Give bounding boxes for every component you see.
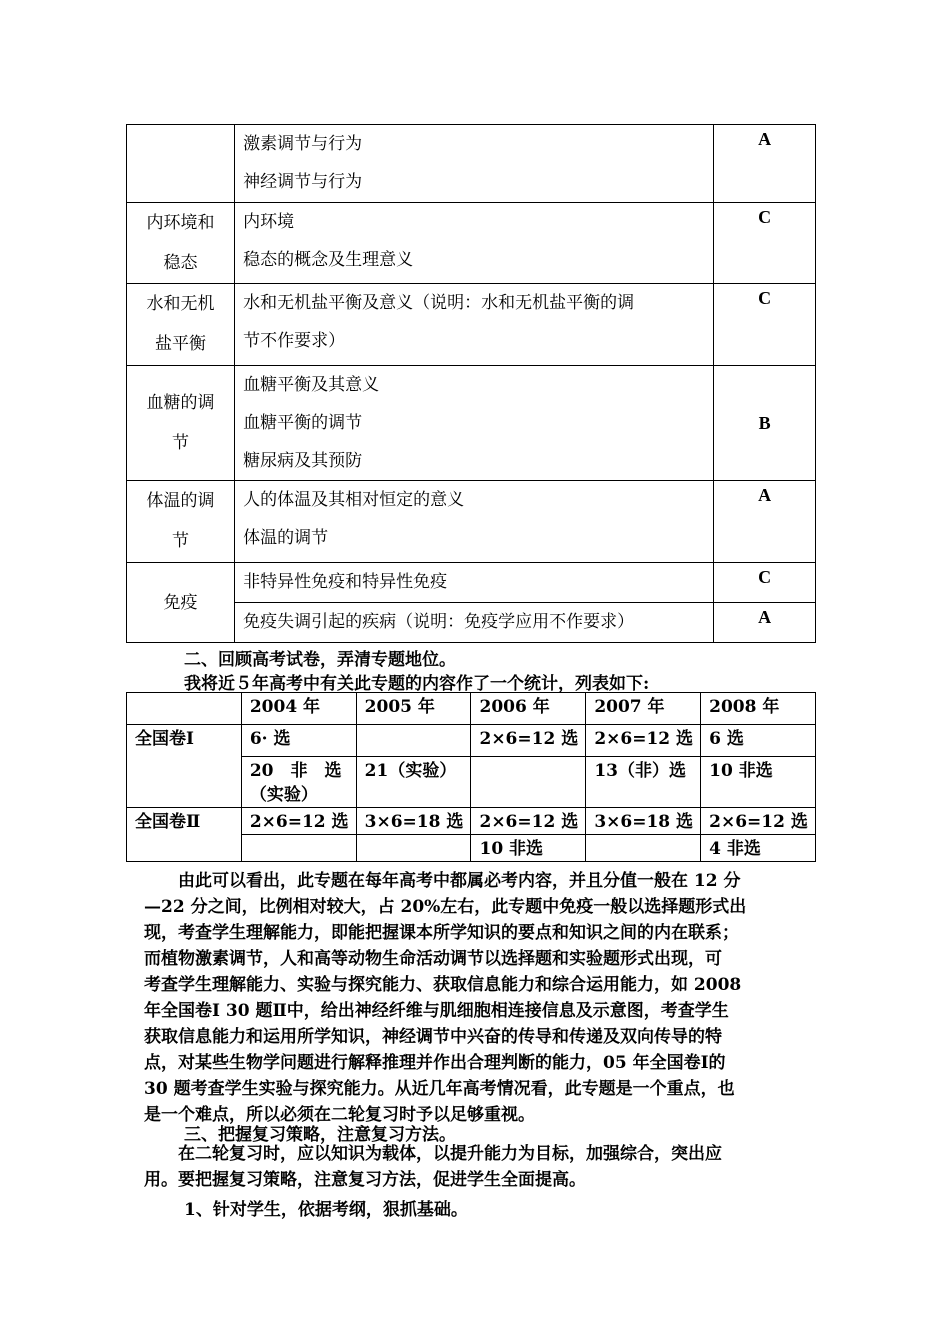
topic-line: 免疫 — [163, 592, 198, 613]
content-line: 糖尿病及其预防 — [243, 451, 363, 471]
table-cell — [356, 725, 471, 757]
topic-cell — [127, 481, 235, 563]
table-cell: 10 非选 — [471, 835, 586, 862]
content-line: 激素调节与行为 — [243, 134, 363, 154]
paragraph-line: 点，对某些生物学问题进行解释推理并作出合理判断的能力，05 年全国卷Ⅰ的 — [144, 1053, 726, 1073]
list-item: 1、针对学生，依据考纲，狠抓基础。 — [184, 1200, 468, 1220]
content-cell — [235, 563, 714, 603]
section-intro: 我将近５年高考中有关此专题的内容作了一个统计，列表如下: — [184, 674, 650, 694]
section-heading: 三、把握复习策略，注意复习方法。 — [184, 1125, 456, 1145]
paragraph-line: 在二轮复习时，应以知识为载体，以提升能力为目标，加强综合，突出应 — [144, 1144, 722, 1164]
paragraph-line: 考查学生理解能力、实验与探究能力、获取信息能力和综合运用能力，如 2008 — [144, 975, 742, 995]
row-label: 全国卷Ⅰ — [127, 725, 242, 808]
grade-cell: A — [714, 603, 816, 643]
content-cell — [235, 125, 714, 203]
paragraph-line: 由此可以看出，此专题在每年高考中都属必考内容，并且分值一般在 12 分 — [144, 871, 741, 891]
paragraph-line: 用。要把握复习策略，注意复习方法，促进学生全面提高。 — [144, 1170, 586, 1190]
topic-line: 血糖的调 — [146, 393, 215, 413]
content-line: 神经调节与行为 — [243, 172, 363, 192]
table-row — [127, 725, 816, 757]
table-row — [127, 808, 816, 835]
table-cell — [471, 757, 586, 808]
grade-cell: C — [714, 284, 816, 366]
topic-line: 节 — [172, 433, 190, 453]
table-cell: 2×6=12 选 — [471, 808, 586, 835]
topic-line: 稳态 — [163, 253, 198, 273]
grade-cell: A — [714, 481, 816, 563]
paragraph-line: 获取信息能力和运用所学知识，神经调节中兴奋的传导和传递及双向传导的特 — [144, 1027, 722, 1047]
paragraph-line: 而植物激素调节，人和高等动物生命活动调节以选择题和实验题形式出现，可 — [144, 949, 722, 969]
table-row — [127, 693, 816, 725]
table-row — [127, 481, 816, 563]
table-cell: 21（实验） — [356, 757, 471, 808]
table-row — [127, 366, 816, 481]
topic-cell — [127, 563, 235, 643]
paragraph-line: —22 分之间，比例相对较大，占 20%左右，此专题中免疫一般以选择题形式出 — [144, 897, 747, 917]
row-label: 全国卷Ⅱ — [127, 808, 242, 862]
content-line: 内环境 — [243, 212, 295, 232]
content-cell — [235, 481, 714, 563]
table-cell: 4 非选 — [701, 835, 816, 862]
paragraph-line: 30 题考查学生实验与探究能力。从近几年高考情况看，此专题是一个重点，也 — [144, 1079, 735, 1099]
exam-stats-table — [126, 692, 816, 862]
grade-cell: C — [714, 563, 816, 603]
content-line: 血糖平衡的调节 — [243, 413, 363, 433]
topic-cell — [127, 366, 235, 481]
section-heading: 二、回顾高考试卷，弄清专题地位。 — [184, 650, 456, 670]
topic-line: 水和无机 — [146, 294, 215, 314]
grade-cell: C — [714, 203, 816, 284]
header-cell: 2006 年 — [471, 693, 586, 725]
table-cell — [241, 835, 356, 862]
grade-cell: A — [714, 125, 816, 203]
table-row — [127, 125, 816, 203]
content-line: 血糖平衡及其意义 — [243, 375, 380, 395]
table-cell: 20 非 选（实验） — [241, 757, 356, 808]
table-cell: 3×6=18 选 — [356, 808, 471, 835]
table-cell: 13（非）选 — [586, 757, 701, 808]
content-cell — [235, 603, 714, 643]
table-cell — [356, 835, 471, 862]
analysis-paragraph — [144, 868, 809, 1128]
content-line: 节不作要求） — [243, 331, 346, 351]
topic-cell — [127, 125, 235, 203]
content-cell — [235, 284, 714, 366]
header-cell: 2008 年 — [701, 693, 816, 725]
header-cell: 2004 年 — [241, 693, 356, 725]
grade-cell: B — [714, 366, 816, 481]
table-cell: 6 选 — [701, 725, 816, 757]
syllabus-table — [126, 124, 816, 643]
content-line: 非特异性免疫和特异性免疫 — [243, 572, 448, 592]
topic-line: 体温的调 — [146, 491, 215, 511]
table-cell: 2×6=12 选 — [471, 725, 586, 757]
table-cell: 2×6=12 选 — [701, 808, 816, 835]
topic-cell — [127, 284, 235, 366]
content-line: 水和无机盐平衡及意义（说明：水和无机盐平衡的调 — [243, 293, 635, 313]
content-line: 人的体温及其相对恒定的意义 — [243, 490, 465, 510]
header-cell — [127, 693, 242, 725]
table-cell: 3×6=18 选 — [586, 808, 701, 835]
topic-line: 盐平衡 — [155, 334, 207, 354]
topic-line: 内环境和 — [146, 213, 215, 233]
table-row — [127, 203, 816, 284]
header-cell: 2005 年 — [356, 693, 471, 725]
content-cell — [235, 366, 714, 481]
paragraph-line: 是一个难点，所以必须在二轮复习时予以足够重视。 — [144, 1105, 535, 1125]
content-line: 稳态的概念及生理意义 — [243, 250, 414, 270]
content-cell — [235, 203, 714, 284]
table-row — [127, 284, 816, 366]
table-cell: 2×6=12 选 — [241, 808, 356, 835]
content-line: 免疫失调引起的疾病（说明：免疫学应用不作要求） — [243, 612, 635, 632]
topic-line: 节 — [172, 531, 190, 551]
content-line: 体温的调节 — [243, 528, 329, 548]
header-cell: 2007 年 — [586, 693, 701, 725]
paragraph-line: 年全国卷Ⅰ 30 题Ⅱ中，给出神经纤维与肌细胞相连接信息及示意图，考查学生 — [144, 1001, 729, 1021]
table-cell: 2×6=12 选 — [586, 725, 701, 757]
table-cell: 6· 选 — [241, 725, 356, 757]
strategy-paragraph — [144, 1141, 809, 1193]
table-row — [127, 563, 816, 603]
topic-cell — [127, 203, 235, 284]
table-cell: 10 非选 — [701, 757, 816, 808]
table-cell — [586, 835, 701, 862]
paragraph-line: 现，考查学生理解能力，即能把握课本所学知识的要点和知识之间的内在联系； — [144, 923, 739, 943]
